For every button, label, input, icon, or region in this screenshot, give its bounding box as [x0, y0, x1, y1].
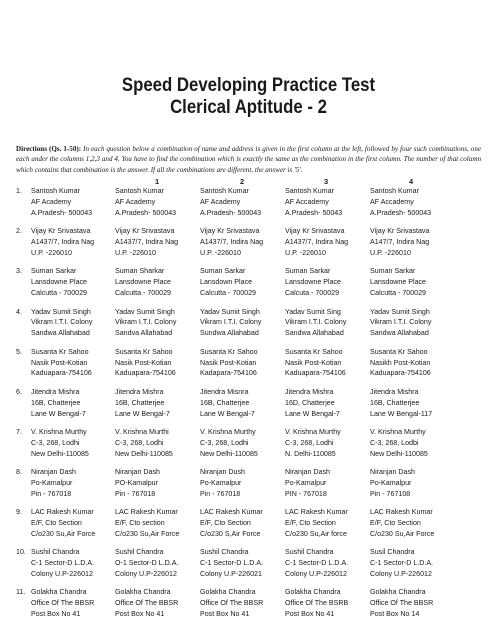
- address-line: Calcutta - 700029: [200, 289, 256, 298]
- address-line: Yadav Sumit Singh: [200, 307, 260, 316]
- address-line: AF Academy: [115, 198, 156, 207]
- address-line: A1437/7, Indira Nag: [31, 238, 95, 247]
- address-line: Post Box No 41: [115, 610, 165, 619]
- option-combination-2: [200, 186, 285, 219]
- address-line: AF Accademy: [285, 198, 329, 207]
- option-combination-4: [370, 186, 455, 219]
- question-row: [16, 387, 481, 420]
- address-line: Calcutta - 700029: [31, 289, 87, 298]
- address-line: E/F, Cto section: [115, 519, 165, 527]
- option-combination-3: [285, 507, 370, 540]
- option-combination-3: [285, 587, 370, 620]
- address-line: Lansdowne Place: [115, 278, 172, 287]
- question-number: 9.: [16, 508, 22, 517]
- address-line: Susanta Kr Sahoo: [115, 347, 173, 356]
- option-combination-3: [285, 307, 370, 340]
- option-combination-3: [285, 226, 370, 259]
- address-line: Nasik Post-Kotian: [285, 358, 342, 367]
- address-line: Lane W Bengal-7: [31, 409, 86, 418]
- address-line: 16D, Chatterjee: [285, 398, 335, 407]
- question-row: [16, 547, 481, 580]
- address-line: U.P. -226010: [31, 249, 72, 258]
- address-line: Lansdowne Place: [285, 278, 342, 287]
- option-combination-3: [285, 547, 370, 580]
- address-line: AF Academy: [31, 198, 72, 207]
- address-line: New Delhi-110085: [370, 449, 428, 458]
- address-line: Vikram I.T.I. Colony: [31, 318, 93, 327]
- address-line: Sushil Chandra: [285, 548, 334, 557]
- option-combination-2: [200, 587, 285, 620]
- directions-label: Directions (Qs. 1-50):: [16, 145, 82, 153]
- address-line: N. Delhi-110085: [285, 449, 336, 458]
- option-combination-3: [285, 347, 370, 380]
- address-line: Yadav Sumit Singh: [31, 307, 91, 316]
- address-line: E/F, Cto Section: [370, 519, 421, 527]
- address-line: Susil Chandra: [370, 548, 415, 557]
- address-line: Office Of The BBSR: [370, 599, 434, 608]
- address-line: V. Krishna Murthy: [200, 427, 256, 436]
- address-line: V. Krishna Murthi: [115, 427, 169, 436]
- address-line: U.P. -226010: [285, 249, 326, 258]
- address-line: Niranjan Dash: [285, 467, 330, 476]
- address-line: 16B, Chatterjee: [200, 398, 250, 407]
- address-line: Colony U.P-226012: [370, 570, 432, 579]
- address-line: 16B, Chatterjee: [31, 398, 81, 407]
- address-line: V. Krishna Murthy: [285, 427, 341, 436]
- address-line: New Delhi-110085: [31, 449, 89, 458]
- address-line: Vijay Kr Srivastava: [200, 227, 260, 236]
- address-line: Kaduapara-754106: [285, 369, 346, 378]
- address-line: C/o230 S,Air Force: [200, 529, 261, 538]
- column-number-1: 1: [155, 177, 160, 187]
- question-row: [16, 266, 481, 299]
- option-combination-1: [115, 186, 200, 219]
- address-line: Niranjan Dush: [200, 467, 245, 476]
- address-line: Po-Kamalpur: [370, 478, 412, 487]
- question-number: 8.: [16, 467, 22, 476]
- address-line: 16B, Chatterjee: [370, 398, 420, 407]
- address-line: Calcutta - 700029: [115, 289, 171, 298]
- question-row: [16, 186, 481, 219]
- reference-combination: [31, 507, 115, 540]
- reference-combination: [31, 266, 115, 299]
- option-combination-1: [115, 427, 200, 460]
- address-line: A.Pradesh- 500043: [370, 209, 432, 218]
- reference-combination: [31, 587, 115, 620]
- address-line: Vikram I.T.I. Colony: [370, 318, 432, 327]
- address-line: Santosh Kumar: [115, 187, 164, 196]
- address-line: Kaduapara-754106: [31, 369, 92, 378]
- option-combination-1: [115, 547, 200, 580]
- address-line: Jitendra Mishra: [370, 387, 419, 396]
- reference-combination: [31, 387, 115, 420]
- column-number-header: [16, 177, 481, 186]
- address-line: New Delhi-110085: [200, 449, 258, 458]
- address-line: Pin - 767018: [115, 489, 156, 498]
- address-line: AF Academy: [200, 198, 241, 207]
- address-line: A.Pradesh- 500043: [31, 209, 93, 218]
- address-line: Nasikh Post-Kotian: [370, 358, 431, 367]
- address-line: Office Of The BSRB: [285, 599, 349, 608]
- address-line: A.Pradesh- 500043: [200, 209, 262, 218]
- address-line: Vijay Kr Srivastava: [370, 227, 430, 236]
- address-line: Santosh Kumar: [200, 187, 249, 196]
- address-line: Golakha Chandra: [31, 588, 87, 597]
- address-line: Jitendra Mishra: [285, 387, 334, 396]
- address-line: Golakha Chandra: [370, 588, 426, 597]
- address-line: E/F, Cto Section: [200, 519, 251, 527]
- option-combination-1: [115, 587, 200, 620]
- address-line: Susanta Kr Sahoo: [31, 347, 89, 356]
- address-line: Kaduapara-754106: [115, 369, 176, 378]
- address-line: Jitendra Mishra: [31, 387, 80, 396]
- address-line: 16B, Chatterjee: [115, 398, 165, 407]
- question-row: [16, 427, 481, 460]
- page-title: Speed Developing Practice Test: [121, 74, 376, 96]
- option-combination-3: [285, 427, 370, 460]
- address-line: Sandwa Allahabad: [31, 329, 90, 338]
- address-line: O-1 Sector-D L.D.A.: [115, 559, 179, 568]
- option-combination-3: [285, 387, 370, 420]
- reference-combination: [31, 467, 115, 500]
- option-combination-2: [200, 387, 285, 420]
- reference-combination: [31, 186, 115, 219]
- address-line: Vikram I.T.I. Colony: [115, 318, 177, 327]
- option-combination-4: [370, 307, 455, 340]
- address-line: C/o230 Su,Air force: [285, 529, 347, 538]
- address-line: Jitendra Misnra: [200, 387, 249, 396]
- address-line: Po-Kamalpur: [200, 478, 242, 487]
- address-line: Lane W Bengal-7: [115, 409, 170, 418]
- address-line: Colony U.P-226012: [115, 570, 177, 579]
- address-line: U.P. -226010: [370, 249, 411, 258]
- address-line: A.Pradesh- 500043: [115, 209, 177, 218]
- address-line: Sushil Chandra: [115, 548, 164, 557]
- address-line: C-1 Sector-D L.D.A.: [285, 559, 349, 568]
- address-line: Office Of The BBSR: [200, 599, 264, 608]
- question-row: [16, 307, 481, 340]
- address-line: Lansdowne Place: [370, 278, 427, 287]
- address-line: Calcuta - 700029: [285, 289, 340, 298]
- address-line: C-3, 268, Lodhi: [200, 438, 249, 447]
- option-combination-4: [370, 507, 455, 540]
- address-line: Santosh Kumar: [370, 187, 419, 196]
- option-combination-4: [370, 226, 455, 259]
- option-combination-2: [200, 347, 285, 380]
- address-line: Post Box No 41: [31, 610, 81, 619]
- address-line: PO-Kamalpur: [115, 478, 158, 487]
- address-line: LAC Rakesh Kumar: [115, 508, 178, 517]
- address-line: Post Box No 41: [285, 610, 335, 619]
- address-line: Santosh Kumar: [285, 187, 334, 196]
- option-combination-3: [285, 266, 370, 299]
- reference-combination: [31, 547, 115, 580]
- address-line: Sushil Chandra: [31, 548, 80, 557]
- address-line: Post Box No 14: [370, 610, 420, 619]
- address-line: C-3, 268, Lodhi: [285, 438, 334, 447]
- address-line: Susanta Kr Sahoo: [285, 347, 343, 356]
- option-combination-1: [115, 507, 200, 540]
- option-combination-3: [285, 467, 370, 500]
- option-combination-2: [200, 307, 285, 340]
- address-line: Po-Kamalpur: [31, 478, 73, 487]
- column-number-2: 2: [240, 177, 245, 187]
- address-line: Office Of The BBSR: [31, 599, 95, 608]
- question-number: 6.: [16, 387, 22, 396]
- address-line: Colony U.P-226012: [31, 570, 93, 579]
- address-line: Santosh Kumar: [31, 187, 80, 196]
- address-line: C/o230 Su,Air Force: [31, 529, 96, 538]
- address-line: Pin - 767018: [31, 489, 72, 498]
- address-line: PIN - 767018: [285, 489, 327, 498]
- address-line: Lane W Bengal-117: [370, 409, 433, 418]
- address-line: C-3, 268, Lodbi: [370, 438, 419, 447]
- address-line: A1437/7, Indira Nag: [115, 238, 179, 247]
- question-row: [16, 226, 481, 259]
- address-line: Vikram I.T.I. Colony: [200, 318, 262, 327]
- address-line: Lansdowne Place: [31, 278, 88, 287]
- address-line: C-3, 268, Lodhi: [115, 438, 164, 447]
- page-subtitle: Clerical Aptitude - 2: [170, 96, 327, 118]
- address-line: Sandwa Allahabad: [370, 329, 429, 338]
- address-line: A147/7, Indira Nag: [370, 238, 430, 247]
- address-line: Kadapara-754106: [200, 369, 257, 378]
- address-line: Sandva Allahabad: [115, 329, 173, 338]
- question-number: 7.: [16, 427, 22, 436]
- address-line: Suman Sharkar: [115, 267, 165, 276]
- address-line: Nasik Post-Kotian: [115, 358, 172, 367]
- address-line: Colony U.P-226021: [200, 570, 262, 579]
- option-combination-1: [115, 347, 200, 380]
- address-line: Susanta Kr Sahoo: [370, 347, 428, 356]
- reference-combination: [31, 347, 115, 380]
- directions-text: In each question below a combination of name and address is given in the first column at the left, followed by four such combinations, one each under the columns 1,2,3 and 4. You have to find the combination which is exactly the same as the combination in the first column. The number of that column which contains that combination is the answer. If all the combinations are different, the answer is '5'.: [16, 145, 482, 174]
- address-line: Office Of The BBSR: [115, 599, 179, 608]
- reference-combination: [31, 307, 115, 340]
- directions-paragraph: [16, 144, 481, 175]
- address-line: Niranjan Dash: [31, 467, 76, 476]
- option-combination-2: [200, 507, 285, 540]
- address-line: E/F, Cto Section: [285, 519, 336, 527]
- address-line: New Delhi-110085: [115, 449, 173, 458]
- option-combination-4: [370, 547, 455, 580]
- address-line: A1437/7, Indira Nag: [285, 238, 349, 247]
- option-combination-1: [115, 387, 200, 420]
- option-combination-1: [115, 266, 200, 299]
- option-combination-1: [115, 226, 200, 259]
- address-line: A.Pradesh- 50043: [285, 209, 343, 218]
- question-list: [16, 186, 481, 620]
- column-number-3: 3: [324, 177, 329, 187]
- address-line: Golakha Chandra: [115, 588, 171, 597]
- address-line: Pin - 767108: [370, 489, 411, 498]
- address-line: Golakha Chandra: [285, 588, 341, 597]
- address-line: Suman Sarkar: [31, 267, 77, 276]
- address-line: Pin - 767018: [200, 489, 241, 498]
- address-line: Colony U.P-226012: [285, 570, 347, 579]
- address-line: Nasik Post-Kotian: [31, 358, 88, 367]
- address-line: V. Krishna Murthy: [31, 427, 87, 436]
- column-number-4: 4: [409, 177, 414, 187]
- address-line: V. Krishna Murthy: [370, 427, 426, 436]
- address-line: Susanta Kr Sahoo: [200, 347, 258, 356]
- address-line: Nasik Post-Kotian: [200, 358, 257, 367]
- address-line: Yadav Sumit Sing: [285, 307, 341, 316]
- address-line: Vijay Kr Srivastava: [115, 227, 175, 236]
- option-combination-2: [200, 427, 285, 460]
- option-combination-2: [200, 226, 285, 259]
- option-combination-4: [370, 427, 455, 460]
- address-line: Golakha Chandra: [200, 588, 256, 597]
- address-line: Niranjan Dash: [115, 467, 160, 476]
- option-combination-4: [370, 387, 455, 420]
- address-line: Yadav Sumit Singh: [370, 307, 430, 316]
- question-row: [16, 347, 481, 380]
- address-line: Suman Sarkar: [200, 267, 246, 276]
- option-combination-4: [370, 347, 455, 380]
- option-combination-2: [200, 467, 285, 500]
- address-line: Yadav Sumit Singh: [115, 307, 175, 316]
- address-line: Vikram I.T.I. Colony: [285, 318, 347, 327]
- address-line: C/o230 Su,Air Force: [115, 529, 180, 538]
- address-line: Lansdown Place: [200, 278, 253, 287]
- address-line: Suman Sarkar: [370, 267, 416, 276]
- address-line: LAC Rakesh Kumar: [285, 508, 348, 517]
- address-line: Lane W Bengal-7: [285, 409, 340, 418]
- address-line: Niranjan Dash: [370, 467, 415, 476]
- question-row: [16, 507, 481, 540]
- address-line: Sushil Chandra: [200, 548, 249, 557]
- question-row: [16, 467, 481, 500]
- address-line: Post Box No 41: [200, 610, 250, 619]
- reference-combination: [31, 226, 115, 259]
- address-line: LAC Rakesh Kumar: [200, 508, 263, 517]
- address-line: U.P. -226010: [115, 249, 156, 258]
- address-line: Sundwa Allahabad: [200, 329, 259, 338]
- address-line: LAC Rakesh Kumar: [31, 508, 94, 517]
- address-line: C-1 Sector-D L.D.A.: [370, 559, 434, 568]
- address-line: Sandwa Allahabad: [285, 329, 344, 338]
- address-line: C-3, 268, Lodhi: [31, 438, 80, 447]
- option-combination-4: [370, 587, 455, 620]
- option-combination-2: [200, 547, 285, 580]
- question-number: 11.: [16, 588, 26, 597]
- option-combination-4: [370, 467, 455, 500]
- option-combination-2: [200, 266, 285, 299]
- reference-combination: [31, 427, 115, 460]
- option-combination-4: [370, 266, 455, 299]
- question-number: 10.: [16, 548, 26, 557]
- address-line: Po-Kamalpur: [285, 478, 327, 487]
- address-line: U.P. -226010: [200, 249, 241, 258]
- address-line: Vijay Kr Srivastava: [285, 227, 345, 236]
- option-combination-1: [115, 467, 200, 500]
- question-number: 2.: [16, 227, 22, 236]
- question-number: 4.: [16, 307, 22, 316]
- address-line: Lane W Bengal-7: [200, 409, 255, 418]
- address-line: Jitendra Mishra: [115, 387, 164, 396]
- address-line: C-1 Sector-D L.D.A.: [200, 559, 264, 568]
- address-line: Calcutta - 700029: [370, 289, 426, 298]
- question-number: 1.: [16, 187, 22, 196]
- question-row: [16, 587, 481, 620]
- address-line: E/F, Cto Section: [31, 519, 82, 527]
- option-combination-3: [285, 186, 370, 219]
- option-combination-1: [115, 307, 200, 340]
- address-line: AF Accademy: [370, 198, 414, 207]
- address-line: LAC Rakesh Kumar: [370, 508, 433, 517]
- address-line: C/o230 Su,Air Force: [370, 529, 435, 538]
- address-line: Suman Sarkar: [285, 267, 331, 276]
- question-number: 3.: [16, 267, 22, 276]
- address-line: Kaduapara-754106: [370, 369, 431, 378]
- address-line: Vijay Kr Srivastava: [31, 227, 91, 236]
- address-line: C-1 Sector-D L.D.A.: [31, 559, 95, 568]
- address-line: A1437/7, Indira Nag: [200, 238, 264, 247]
- question-number: 5.: [16, 347, 22, 356]
